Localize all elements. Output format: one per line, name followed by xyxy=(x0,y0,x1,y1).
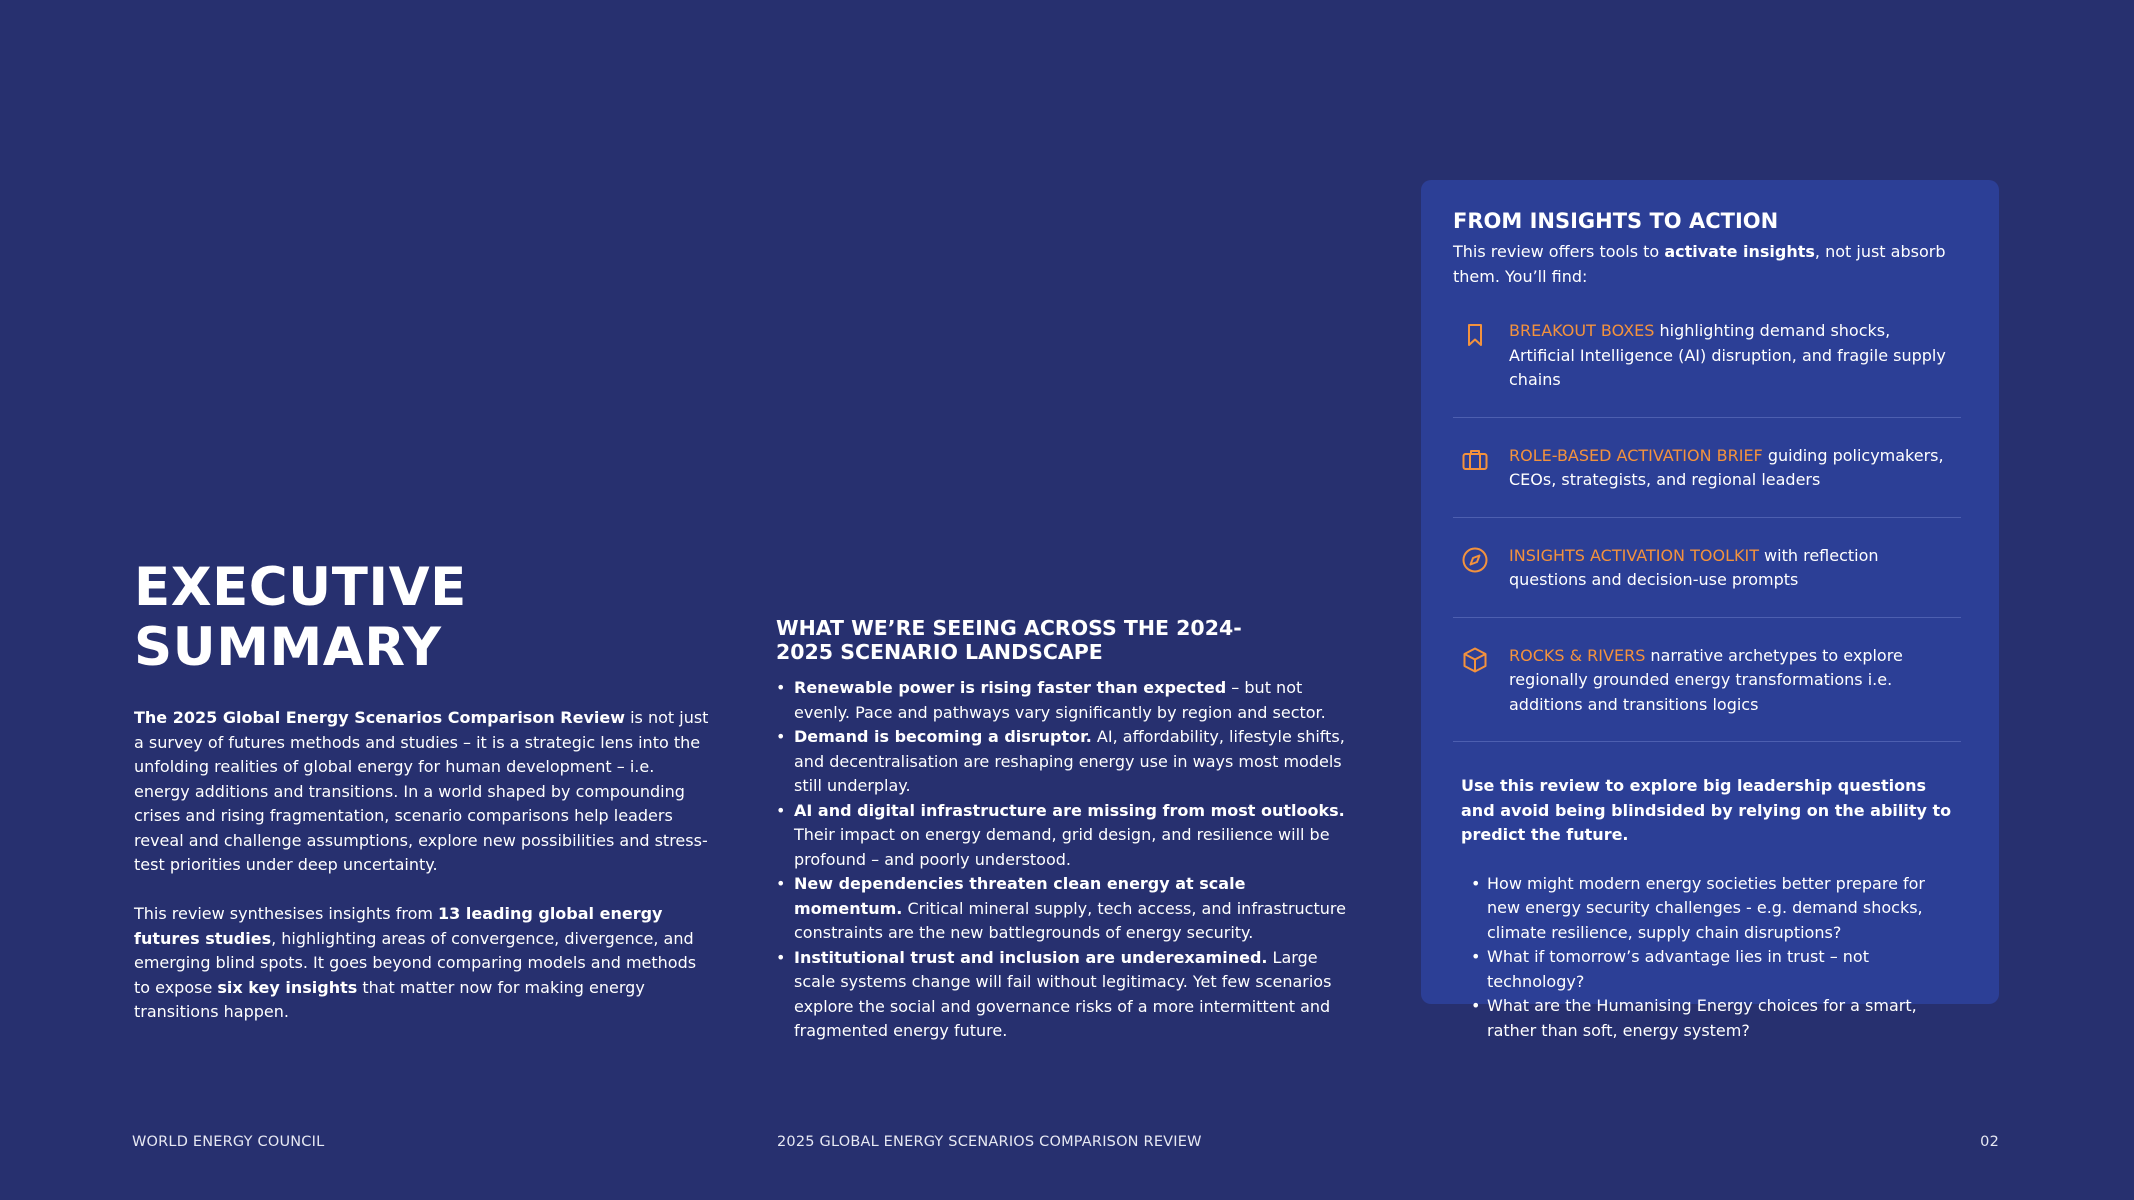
list-item: • How might modern energy societies better prepare for new energy security challenges - e.g. demand shocks, climate resilience, supply chain disruptions? xyxy=(1461,872,1961,946)
tool-item-title: INSIGHTS ACTIVATION TOOLKIT xyxy=(1509,545,1759,565)
page-title xyxy=(134,558,714,678)
studies-count: 13 leading global energy futures studies xyxy=(134,904,663,948)
list-item xyxy=(776,725,1356,799)
bullet-bold: New dependencies threaten clean energy at scale momentum. xyxy=(794,874,1246,918)
tool-item-text xyxy=(1509,644,1961,718)
intro-paragraph xyxy=(134,706,714,878)
tool-item-text xyxy=(1509,319,1961,393)
synthesis-text-c: that matter now for making energy transitions happen. xyxy=(134,977,645,1021)
bullet-text: Large scale systems change will fail without legitimacy. Yet few scenarios explore the social and governance risks of a more intermittent and fragmented energy future. xyxy=(794,947,1332,1040)
panel-intro xyxy=(1453,240,1961,289)
panel-intro-bold: activate insights xyxy=(1664,242,1815,261)
cube-icon xyxy=(1453,644,1509,674)
tool-item-title: ROCKS & RIVERS xyxy=(1509,645,1646,665)
list-item xyxy=(776,946,1356,1044)
tool-item-title: ROLE-BASED ACTIVATION BRIEF xyxy=(1509,445,1763,465)
tool-item-desc: guiding policymakers, CEOs, strategists, and regional leaders xyxy=(1509,445,1944,489)
synthesis-text-b: , highlighting areas of convergence, divergence, and emerging blind spots. It goes beyond comparing models and methods to expose xyxy=(134,928,697,997)
bullet-bold: Institutional trust and inclusion are underexamined. xyxy=(794,947,1268,967)
tool-item-desc: with reflection questions and decision-use prompts xyxy=(1509,545,1879,589)
bullet-bold: Demand is becoming a disruptor. xyxy=(794,727,1092,746)
briefcase-icon xyxy=(1453,444,1509,474)
bullet-text: Critical mineral supply, tech access, and infrastructure constraints are the new battlegrounds of energy security. xyxy=(794,898,1346,942)
bullet-text: Their impact on energy demand, grid design, and resilience will be profound – and poorly understood. xyxy=(794,825,1330,869)
panel-call-to-action: Use this review to explore big leadership questions and avoid being blindsided by relying on the ability to predict the future. xyxy=(1461,776,1952,844)
tool-item-text xyxy=(1509,444,1961,493)
list-item xyxy=(776,799,1356,873)
panel-intro-b: , not just absorb them. You’ll find: xyxy=(1453,242,1946,286)
compass-icon xyxy=(1453,544,1509,574)
intro-text: is not just a survey of futures methods and studies – it is a strategic lens into the unfolding realities of global energy for human development – i.e. energy additions and transitions. In a world shaped by compounding crises and rising fragmentation, scenario comparisons help leaders reveal and challenge assumptions, explore new possibilities and stress-test priorities under deep uncertainty. xyxy=(134,708,709,874)
tool-item-activation-brief xyxy=(1453,418,1961,518)
bullet-text: – but not evenly. Pace and pathways vary significantly by region and sector. xyxy=(794,678,1326,722)
list-item xyxy=(776,872,1356,946)
key-insights: six key insights xyxy=(217,977,358,997)
page-number: 02 xyxy=(1980,1134,1999,1150)
bullet-text: AI, affordability, lifestyle shifts, and decentralisation are reshaping energy use in ways most models still underplay. xyxy=(794,727,1345,795)
bullet-bold: Renewable power is rising faster than expected xyxy=(794,678,1227,697)
footer-document-title: 2025 GLOBAL ENERGY SCENARIOS COMPARISON REVIEW xyxy=(777,1134,1202,1150)
landscape-section xyxy=(776,616,1356,1044)
tool-item-activation-toolkit xyxy=(1453,518,1961,618)
tool-item-breakout-boxes xyxy=(1453,305,1961,418)
review-name: The 2025 Global Energy Scenarios Comparison Review xyxy=(134,708,625,727)
list-item xyxy=(776,676,1356,725)
bullet-bold: AI and digital infrastructure are missing from most outlooks. xyxy=(794,800,1345,820)
insights-to-action-panel xyxy=(1421,180,1999,1040)
landscape-heading: WHAT WE’RE SEEING ACROSS THE 2024-2025 SCENARIO LANDSCAPE xyxy=(776,616,1242,664)
tool-item-title: BREAKOUT BOXES xyxy=(1509,321,1655,340)
panel-intro-a: This review offers tools to xyxy=(1453,242,1665,261)
synthesis-text-a: This review synthesises insights from xyxy=(134,904,439,923)
synthesis-paragraph xyxy=(134,902,714,1025)
tool-item-rocks-rivers xyxy=(1453,618,1961,743)
leadership-questions xyxy=(1453,872,1961,1044)
panel-heading: FROM INSIGHTS TO ACTION xyxy=(1453,209,1779,233)
tool-item-desc: highlighting demand shocks, Artificial Intelligence (AI) disruption, and fragile supply chains xyxy=(1509,321,1946,389)
tool-item-text xyxy=(1509,544,1961,593)
bookmark-icon xyxy=(1453,319,1509,349)
title-line-1: EXECUTIVE xyxy=(134,557,467,618)
executive-summary xyxy=(134,558,714,1025)
list-item: • What if tomorrow’s advantage lies in trust – not technology? xyxy=(1461,945,1961,994)
footer-organization: WORLD ENERGY COUNCIL xyxy=(132,1134,325,1150)
tool-item-desc: narrative archetypes to explore regionally grounded energy transformations i.e. additions and transitions logics xyxy=(1509,645,1903,714)
list-item: • What are the Humanising Energy choices for a smart, rather than soft, energy system? xyxy=(1461,994,1961,1043)
landscape-list xyxy=(776,676,1356,1044)
title-line-2: SUMMARY xyxy=(134,617,442,678)
